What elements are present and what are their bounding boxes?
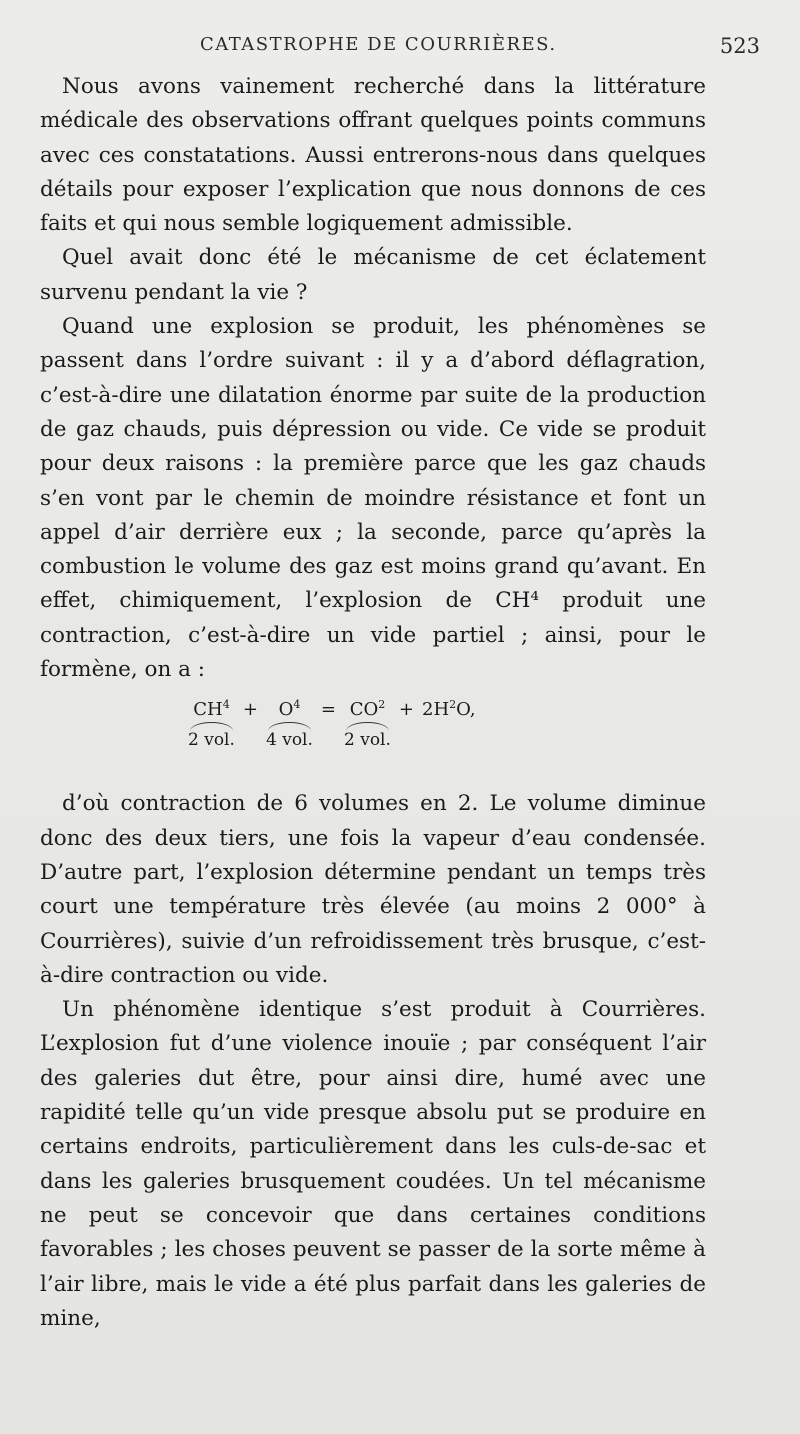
plus-sign: +: [398, 699, 414, 721]
volume-label: 2 vol.: [188, 730, 235, 751]
paragraph-1: Nous avons vainement recherché dans la littérature médicale des observations offrant quelques points communs avec ces constatations. Aussi entrerons-nous dans quelques détails pour exposer l’explication que nous donnons de ces faits et qui nous semble logiquement admissible.: [40, 74, 706, 237]
term-oxygen: $O^4$ 4 vol.: [266, 698, 313, 751]
volume-label: 2 vol.: [344, 730, 391, 751]
page-header: [40, 34, 760, 58]
plus-sign: +: [242, 699, 258, 721]
page-number: 523: [719, 34, 760, 58]
volume-label: 4 vol.: [266, 730, 313, 751]
paragraph-4: d’où contraction de 6 volumes en 2. Le volume diminue donc des deux tiers, une fois la vapeur d’eau condensée. D’autre part, l’explosion détermine pendant un temps très court une température très élevée (au moins 2 000° à Courrières), suivie d’un refroidissement très brusque, c’est-à-dire contraction ou vide.: [40, 791, 706, 988]
equation-line: [188, 698, 476, 749]
term-water: $2H^2O$,: [422, 698, 476, 721]
equals-sign: =: [320, 699, 336, 721]
paragraph-5: Un phénomène identique s’est produit à Courrières. L’explosion fut d’une violence inouïe ; par conséquent l’air des galeries dut être, pour ainsi dire, humé avec une rapidité telle qu’un vide presque absolu put se produire en certains endroits, particulièrement dans les culs-de-sac et dans les galeries brusquement coudées. Un tel mécanisme ne peut se concevoir que dans certaines conditions favorables ; les choses peuvent se passer de la sorte même à l’air libre, mais le vide a été plus parfait dans les galeries de mine,: [40, 997, 706, 1331]
paragraph-3: Quand une explosion se produit, les phénomènes se passent dans l’ordre suivant : il y a d’abord déflagration, c’est-à-dire une dilatation énorme par suite de la production de gaz chauds, puis dépression ou vide. Ce vide se produit pour deux raisons : la première parce que les gaz chauds s’en vont par le chemin de moindre résistance et font un appel d’air derrière eux ; la seconde, parce qu’après la combustion le volume des gaz est moins grand qu’avant. En effet, chimiquement, l’explosion de CH⁴ produit une contraction, c’est-à-dire un vide partiel ; ainsi, pour le formène, on a :: [40, 314, 706, 683]
chemical-equation: [40, 687, 706, 787]
term-carbon-dioxide: $CO^2$ 2 vol.: [344, 698, 391, 751]
term-methane: $CH^4$ 2 vol.: [188, 698, 235, 751]
body-text: [40, 70, 706, 1336]
running-title: CATASTROPHE DE COURRIÈRES.: [200, 34, 557, 55]
paragraph-2: Quel avait donc été le mécanisme de cet éclatement survenu pendant la vie ?: [40, 245, 706, 305]
